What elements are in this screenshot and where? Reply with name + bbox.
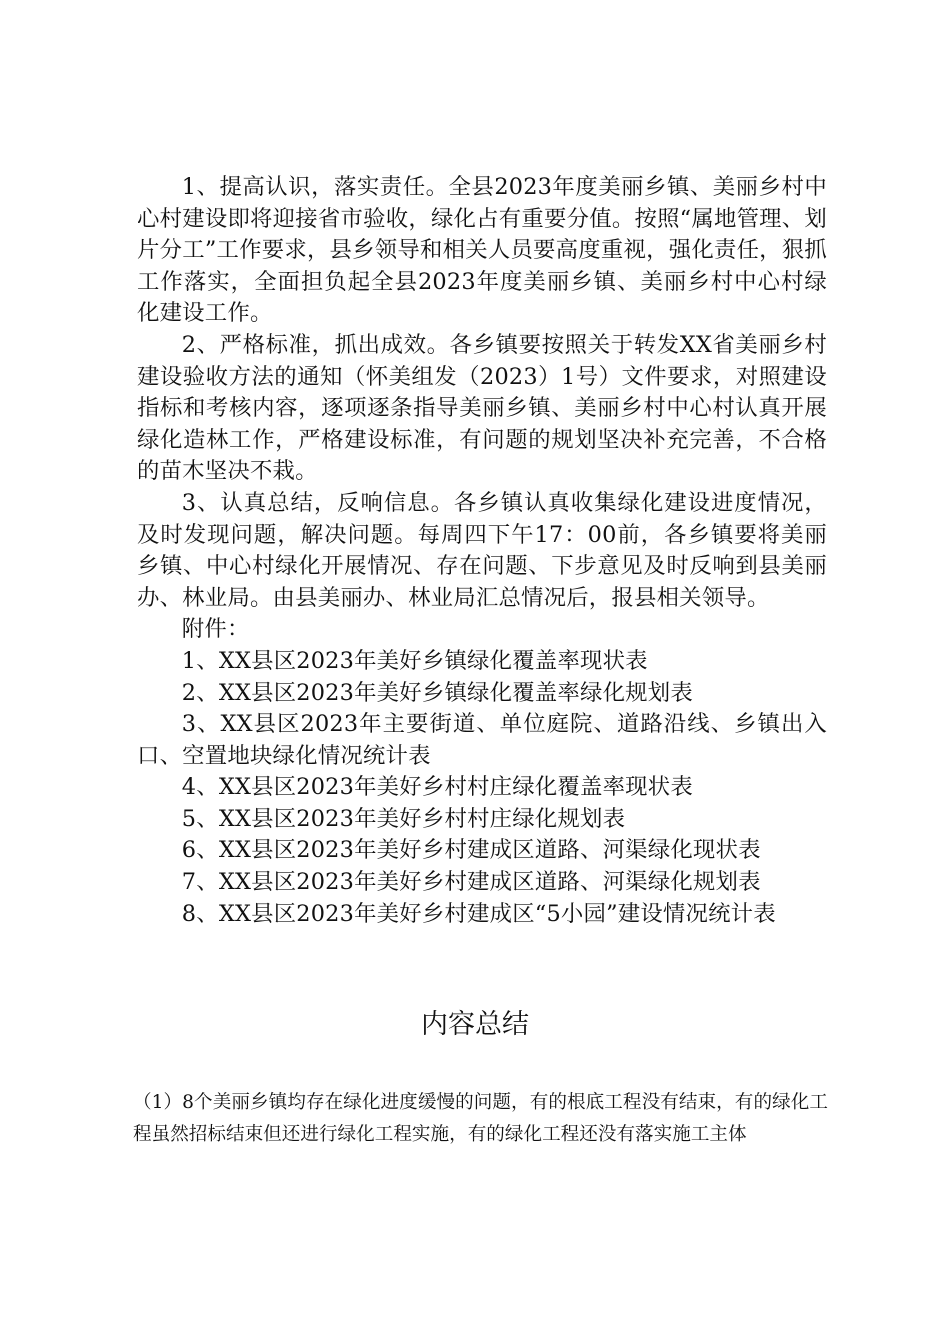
paragraph-summary-feedback: 3、认真总结，反响信息。各乡镇认真收集绿化建设进度情况，及时发现问题，解决问题。每周四下午17：00前，各乡镇要将美丽乡镇、中心村绿化开展情况、存在问题、下步意见及时反响到县美丽办、林业局。由县美丽办、林业局汇总情况后，报县相关领导。 <box>137 489 827 611</box>
attachment-item: 3、XX县区2023年主要街道、单位庭院、道路沿线、乡镇出入口、空置地块绿化情况统计表 <box>137 711 827 769</box>
summary-paragraph: （1）8个美丽乡镇均存在绿化进度缓慢的问题，有的根底工程没有结束，有的绿化工程虽然招标结束但还进行绿化工程实施，有的绿化工程还没有落实施工主体 <box>133 1092 828 1145</box>
attachment-item: 7、XX县区2023年美好乡村建成区道路、河渠绿化规划表 <box>181 869 761 896</box>
attachments-label: 附件： <box>181 616 250 643</box>
attachment-item: 6、XX县区2023年美好乡村建成区道路、河渠绿化现状表 <box>181 837 761 864</box>
attachment-item: 1、XX县区2023年美好乡镇绿化覆盖率现状表 <box>181 647 648 674</box>
attachment-item: 8、XX县区2023年美好乡村建成区“5小园”建设情况统计表 <box>181 900 776 927</box>
attachment-item: 4、XX县区2023年美好乡村村庄绿化覆盖率现状表 <box>181 774 693 801</box>
paragraph-standards: 2、严格标准，抓出成效。各乡镇要按照关于转发XX省美丽乡村建设验收方法的通知（怀美组发（2023）1号）文件要求，对照建设指标和考核内容，逐项逐条指导美丽乡镇、美丽乡村中心村认真开展绿化造林工作，严格建设标准，有问题的规划坚决补充完善，不合格的苗木坚决不栽。 <box>137 331 827 485</box>
attachment-item: 5、XX县区2023年美好乡村村庄绿化规划表 <box>181 805 626 832</box>
summary-text <box>133 1087 828 1150</box>
paragraph-responsibility: 1、提高认识，落实责任。全县2023年度美丽乡镇、美丽乡村中心村建设即将迎接省市验收，绿化占有重要分值。按照“属地管理、划片分工”工作要求，县乡领导和相关人员要高度重视，强化责任，狠抓工作落实，全面担负起全县2023年度美丽乡镇、美丽乡村中心村绿化建设工作。 <box>137 174 827 327</box>
attachment-item: 2、XX县区2023年美好乡镇绿化覆盖率绿化规划表 <box>181 679 693 706</box>
body-text <box>137 172 827 930</box>
summary-title: 内容总结 <box>421 1009 529 1040</box>
